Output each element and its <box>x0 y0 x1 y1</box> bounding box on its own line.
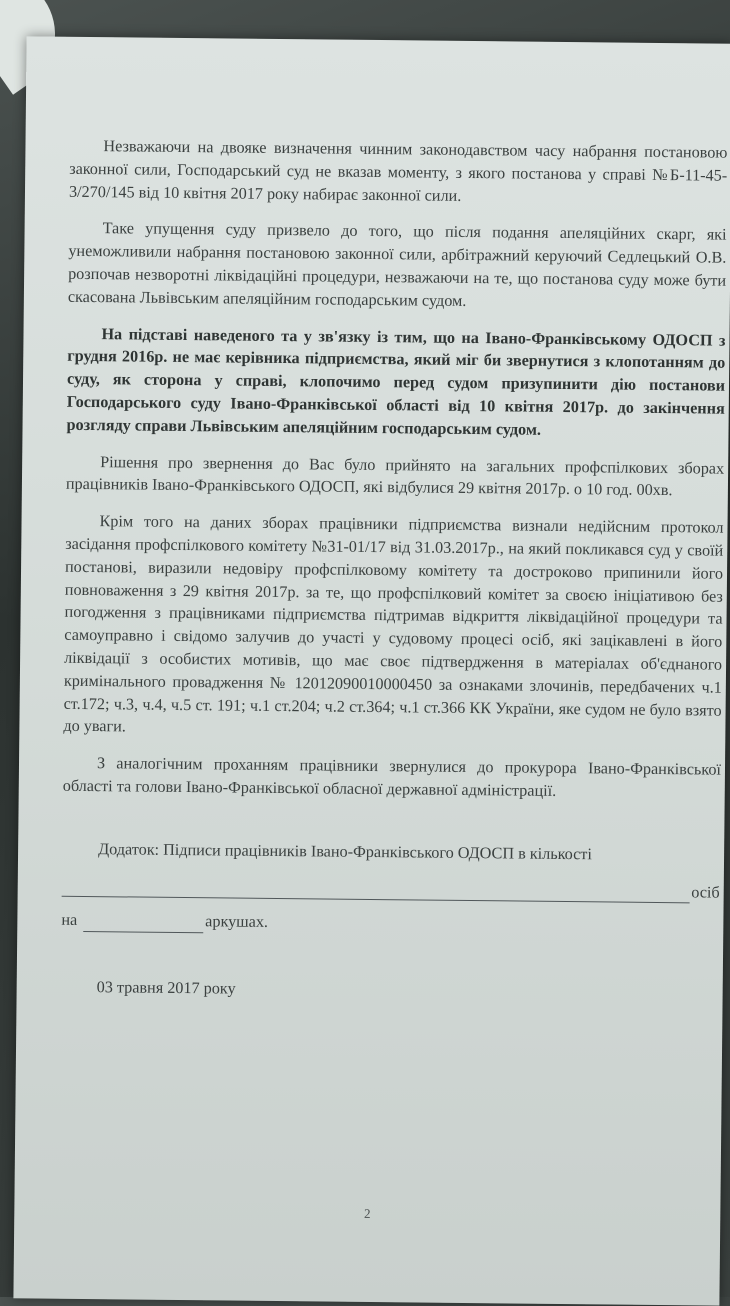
attachment-text: Додаток: Підписи працівників Івано-Франківського ОДОСП в кількості <box>98 839 593 864</box>
persons-label: осіб <box>691 882 720 902</box>
paragraph-1: Незважаючи на двояке визначення чинним законодавством часу набрання постановою законної сили, Господарський суд не вказав моменту, з якого постанова у справі №Б-11-45-3/270/145 від 10 квітня 2017 року набирає законної сили. <box>68 137 728 205</box>
document-page <box>13 36 730 1305</box>
paragraph-6: З аналогічним проханням працівники звернулися до прокурора Івано-Франківської області та голови Івано-Франківської обласної державної адміністрації. <box>62 754 722 800</box>
document-body <box>61 135 728 1006</box>
sheets-label: аркушах. <box>205 912 269 932</box>
persons-blank <box>62 880 690 904</box>
attachment-sheets-line <box>61 909 719 939</box>
paragraph-5: Крім того на даних зборах працівники підприємства визнали недійсним протокол засідання профспілкового комітету №31-01/17 від 31.03.2017р., на який покликався суд у своїй постанові, виразили недовіру профспілковому комітету та достроково припинили його повноваження з 29 квітня 2017р. за те, що профспілковий комітет за своєю ініціативою без погодження з працівниками підприємства підтримав відкриття ліквідаційної процедури та самоуправно і свідомо залучив до участі у судовому процесі осіб, які зацікавлені в його ліквідації з особистих мотивів, що має своє підтвердження в матеріалах об'єднаного кримінального провадження № 12012090010000450 за ознаками злочинів, передбачених ч.1 ст.172; ч.3, ч.4, ч.5 ст. 191; ч.1 ст.204; ч.2 ст.364; ч.1 ст.366 КК України, яке судом не було взято до уваги. <box>63 512 724 736</box>
attachment-persons-line <box>62 874 720 904</box>
paragraph-2: Таке упущення суду призвело до того, що після подання апеляційних скарг, які унеможливили набрання постановою законної сили, арбітражний керуючий Седлецький О.В. розпочав незворотні ліквідаційні процедури, незважаючи на те, що постанова суду може бути скасована Львівським апеляційним господарським судом. <box>67 219 727 310</box>
document-date: 03 травня 2017 року <box>96 978 236 998</box>
sheets-blank <box>83 915 203 933</box>
page-number: 2 <box>363 1205 371 1222</box>
paragraph-4: Рішення про звернення до Вас було прийнято на загальних профспілкових зборах працівників Івано-Франківського ОДОСП, які відбулися 29 квітня 2017р. о 10 год. 00хв. <box>65 452 725 500</box>
on-label: на <box>61 911 78 930</box>
paragraph-3-request: На підставі наведеного та у зв'язку із тим, що на Івано-Франківському ОДОСП з грудня 2016р. не має керівника підприємства, який міг би звернутися з клопотанням до суду, як сторона у справі, клопочимо перед судом призупинити дію постанови Господарського суду Івано-Франківської області від 10 квітня 2017р. до закінчення розгляду справи Львівським апеляційним господарським судом. <box>66 324 726 439</box>
